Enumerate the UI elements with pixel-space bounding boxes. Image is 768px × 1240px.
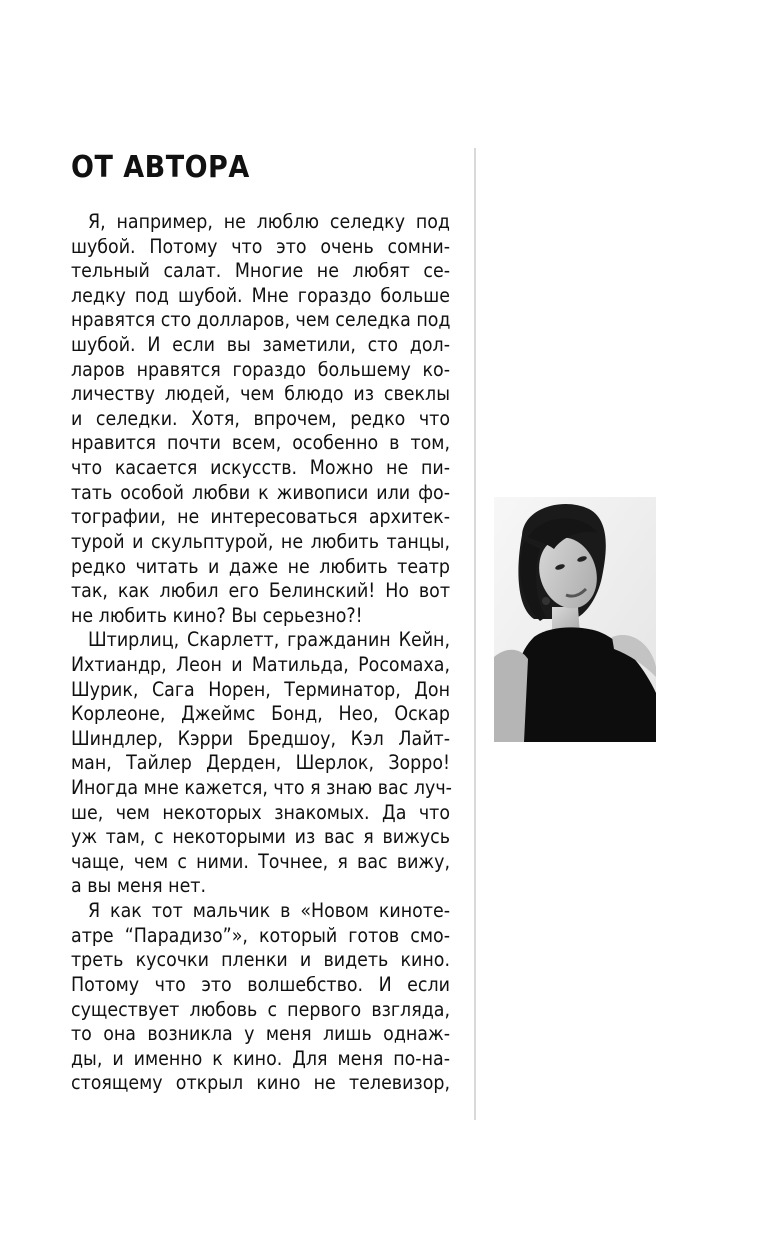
column-divider: [474, 148, 476, 1120]
text-line: личеству людей, чем блюдо из свеклы: [71, 382, 450, 406]
text-line: Шурик, Сага Норен, Терминатор, Дон: [71, 677, 450, 701]
paragraph-1: [71, 210, 450, 628]
paragraph-2: [71, 628, 450, 899]
author-photo: [494, 497, 656, 742]
text-line: чаще, чем с ними. Точнее, я вас вижу,: [71, 849, 450, 873]
text-line: редко читать и даже не любить театр: [71, 554, 450, 578]
text-line: тать особой любви к живописи или фо-: [71, 480, 450, 504]
text-line: нравится почти всем, особенно в том,: [71, 431, 450, 455]
text-line: существует любовь с первого взгляда,: [71, 997, 450, 1021]
text-line: а вы меня нет.: [71, 874, 207, 898]
paragraph-3: [71, 899, 450, 1096]
text-line: не любить кино? Вы серьезно?!: [71, 603, 363, 627]
text-line: треть кусочки пленки и видеть кино.: [71, 948, 450, 972]
text-line: Штирлиц, Скарлетт, гражданин Кейн,: [88, 628, 450, 652]
text-line: и селедки. Хотя, впрочем, редко что: [71, 406, 450, 430]
text-line: шубой. Потому что это очень сомни-: [71, 234, 450, 258]
text-line: тографии, не интересоваться архитек-: [71, 505, 450, 529]
text-line: Корлеоне, Джеймс Бонд, Нео, Оскар: [71, 702, 450, 726]
author-portrait-illustration: [494, 497, 656, 742]
text-line: что касается искусств. Можно не пи-: [71, 456, 450, 480]
text-line: нравятся сто долларов, чем селедка под: [71, 308, 451, 332]
text-line: Шиндлер, Кэрри Бредшоу, Кэл Лайт-: [71, 726, 450, 750]
text-line: так, как любил его Белинский! Но вот: [71, 579, 450, 603]
text-line: турой и скульптурой, не любить танцы,: [71, 529, 450, 553]
text-line: шубой. И если вы заметили, сто дол-: [71, 333, 450, 357]
body-text: [71, 210, 450, 1096]
text-line: Ихтиандр, Леон и Матильда, Росомаха,: [71, 652, 450, 676]
text-line: тельный салат. Многие не любят се-: [71, 259, 450, 283]
text-line: то она возникла у меня лишь однаж-: [71, 1022, 450, 1046]
text-line: атре “Парадизо”», который готов смо-: [71, 923, 450, 947]
text-line: уж там, с некоторыми из вас я вижусь: [71, 825, 450, 849]
text-line: стоящему открыл кино не телевизор,: [71, 1071, 450, 1095]
text-line: Потому что это волшебство. И если: [71, 972, 450, 996]
text-line: Я как тот мальчик в «Новом киноте-: [88, 899, 450, 923]
text-line: Я, например, не люблю селедку под: [88, 210, 450, 233]
text-line: ледку под шубой. Мне гораздо больше: [71, 283, 450, 307]
section-heading: ОТ АВТОРА: [71, 150, 250, 185]
text-line: ды, и именно к кино. Для меня по-на-: [71, 1046, 450, 1070]
text-line: ше, чем некоторых знакомых. Да что: [71, 800, 450, 824]
text-line: ман, Тайлер Дерден, Шерлок, Зорро!: [71, 751, 450, 775]
text-line: Иногда мне кажется, что я знаю вас луч-: [71, 776, 452, 800]
text-line: ларов нравятся гораздо большему ко-: [71, 357, 450, 381]
